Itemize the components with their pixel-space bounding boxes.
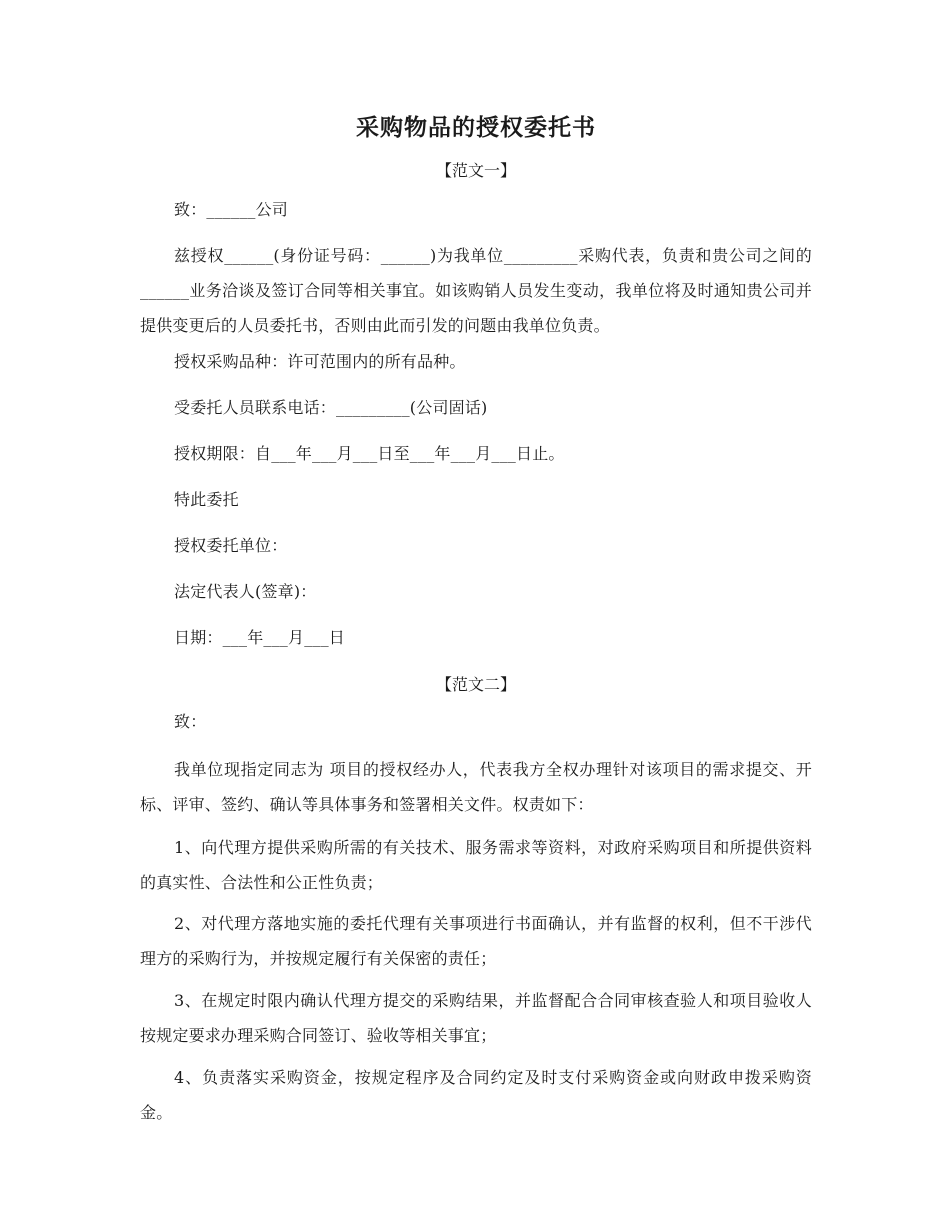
sample1-phone: 受委托人员联系电话：_________(公司固话) (174, 398, 488, 417)
sample1-period: 授权期限：自___年___月___日至___年___月___日止。 (174, 444, 565, 463)
sample1-heading: 【范文一】 (435, 161, 516, 180)
document-title: 采购物品的授权委托书 (356, 114, 596, 141)
sample1-recipient: 致：______公司 (174, 200, 289, 219)
sample2-recipient: 致： (174, 712, 207, 731)
sample2-item: 4、负责落实采购资金，按规定程序及合同约定及时支付采购资金或向财政申拨采购资金。 (140, 1068, 812, 1122)
sample1-date: 日期：___年___月___日 (174, 628, 346, 647)
sample2-intro: 我单位现指定同志为 项目的授权经办人，代表我方全权办理针对该项目的需求提交、开标、评审、签约、确认等具体事务和签署相关文件。权责如下： (140, 760, 812, 814)
sample2-heading: 【范文二】 (435, 675, 516, 694)
sample1-unit: 授权委托单位： (174, 536, 288, 555)
sample1-scope: 授权采购品种：许可范围内的所有品种。 (174, 352, 466, 371)
sample1-body: 兹授权______(身份证号码：______)为我单位_________采购代表，负责和贵公司之间的______业务洽谈及签订合同等相关事宜。如该购销人员发生变动，我单位将及时通知贵公司并提供变更后的人员委托书，否则由此而引发的问题由我单位负责。 (140, 246, 812, 335)
sample2-item: 1、向代理方提供采购所需的有关技术、服务需求等资料，对政府采购项目和所提供资料的真实性、合法性和公正性负责； (140, 838, 812, 892)
sample2-item: 2、对代理方落地实施的委托代理有关事项进行书面确认，并有监督的权利，但不干涉代理方的采购行为，并按规定履行有关保密的责任； (140, 914, 812, 968)
sample1-closing: 特此委托 (174, 490, 239, 509)
sample1-legal-rep: 法定代表人(签章)： (174, 582, 317, 601)
sample2-item: 3、在规定时限内确认代理方提交的采购结果，并监督配合合同审核查验人和项目验收人按规定要求办理采购合同签订、验收等相关事宜； (140, 991, 812, 1045)
